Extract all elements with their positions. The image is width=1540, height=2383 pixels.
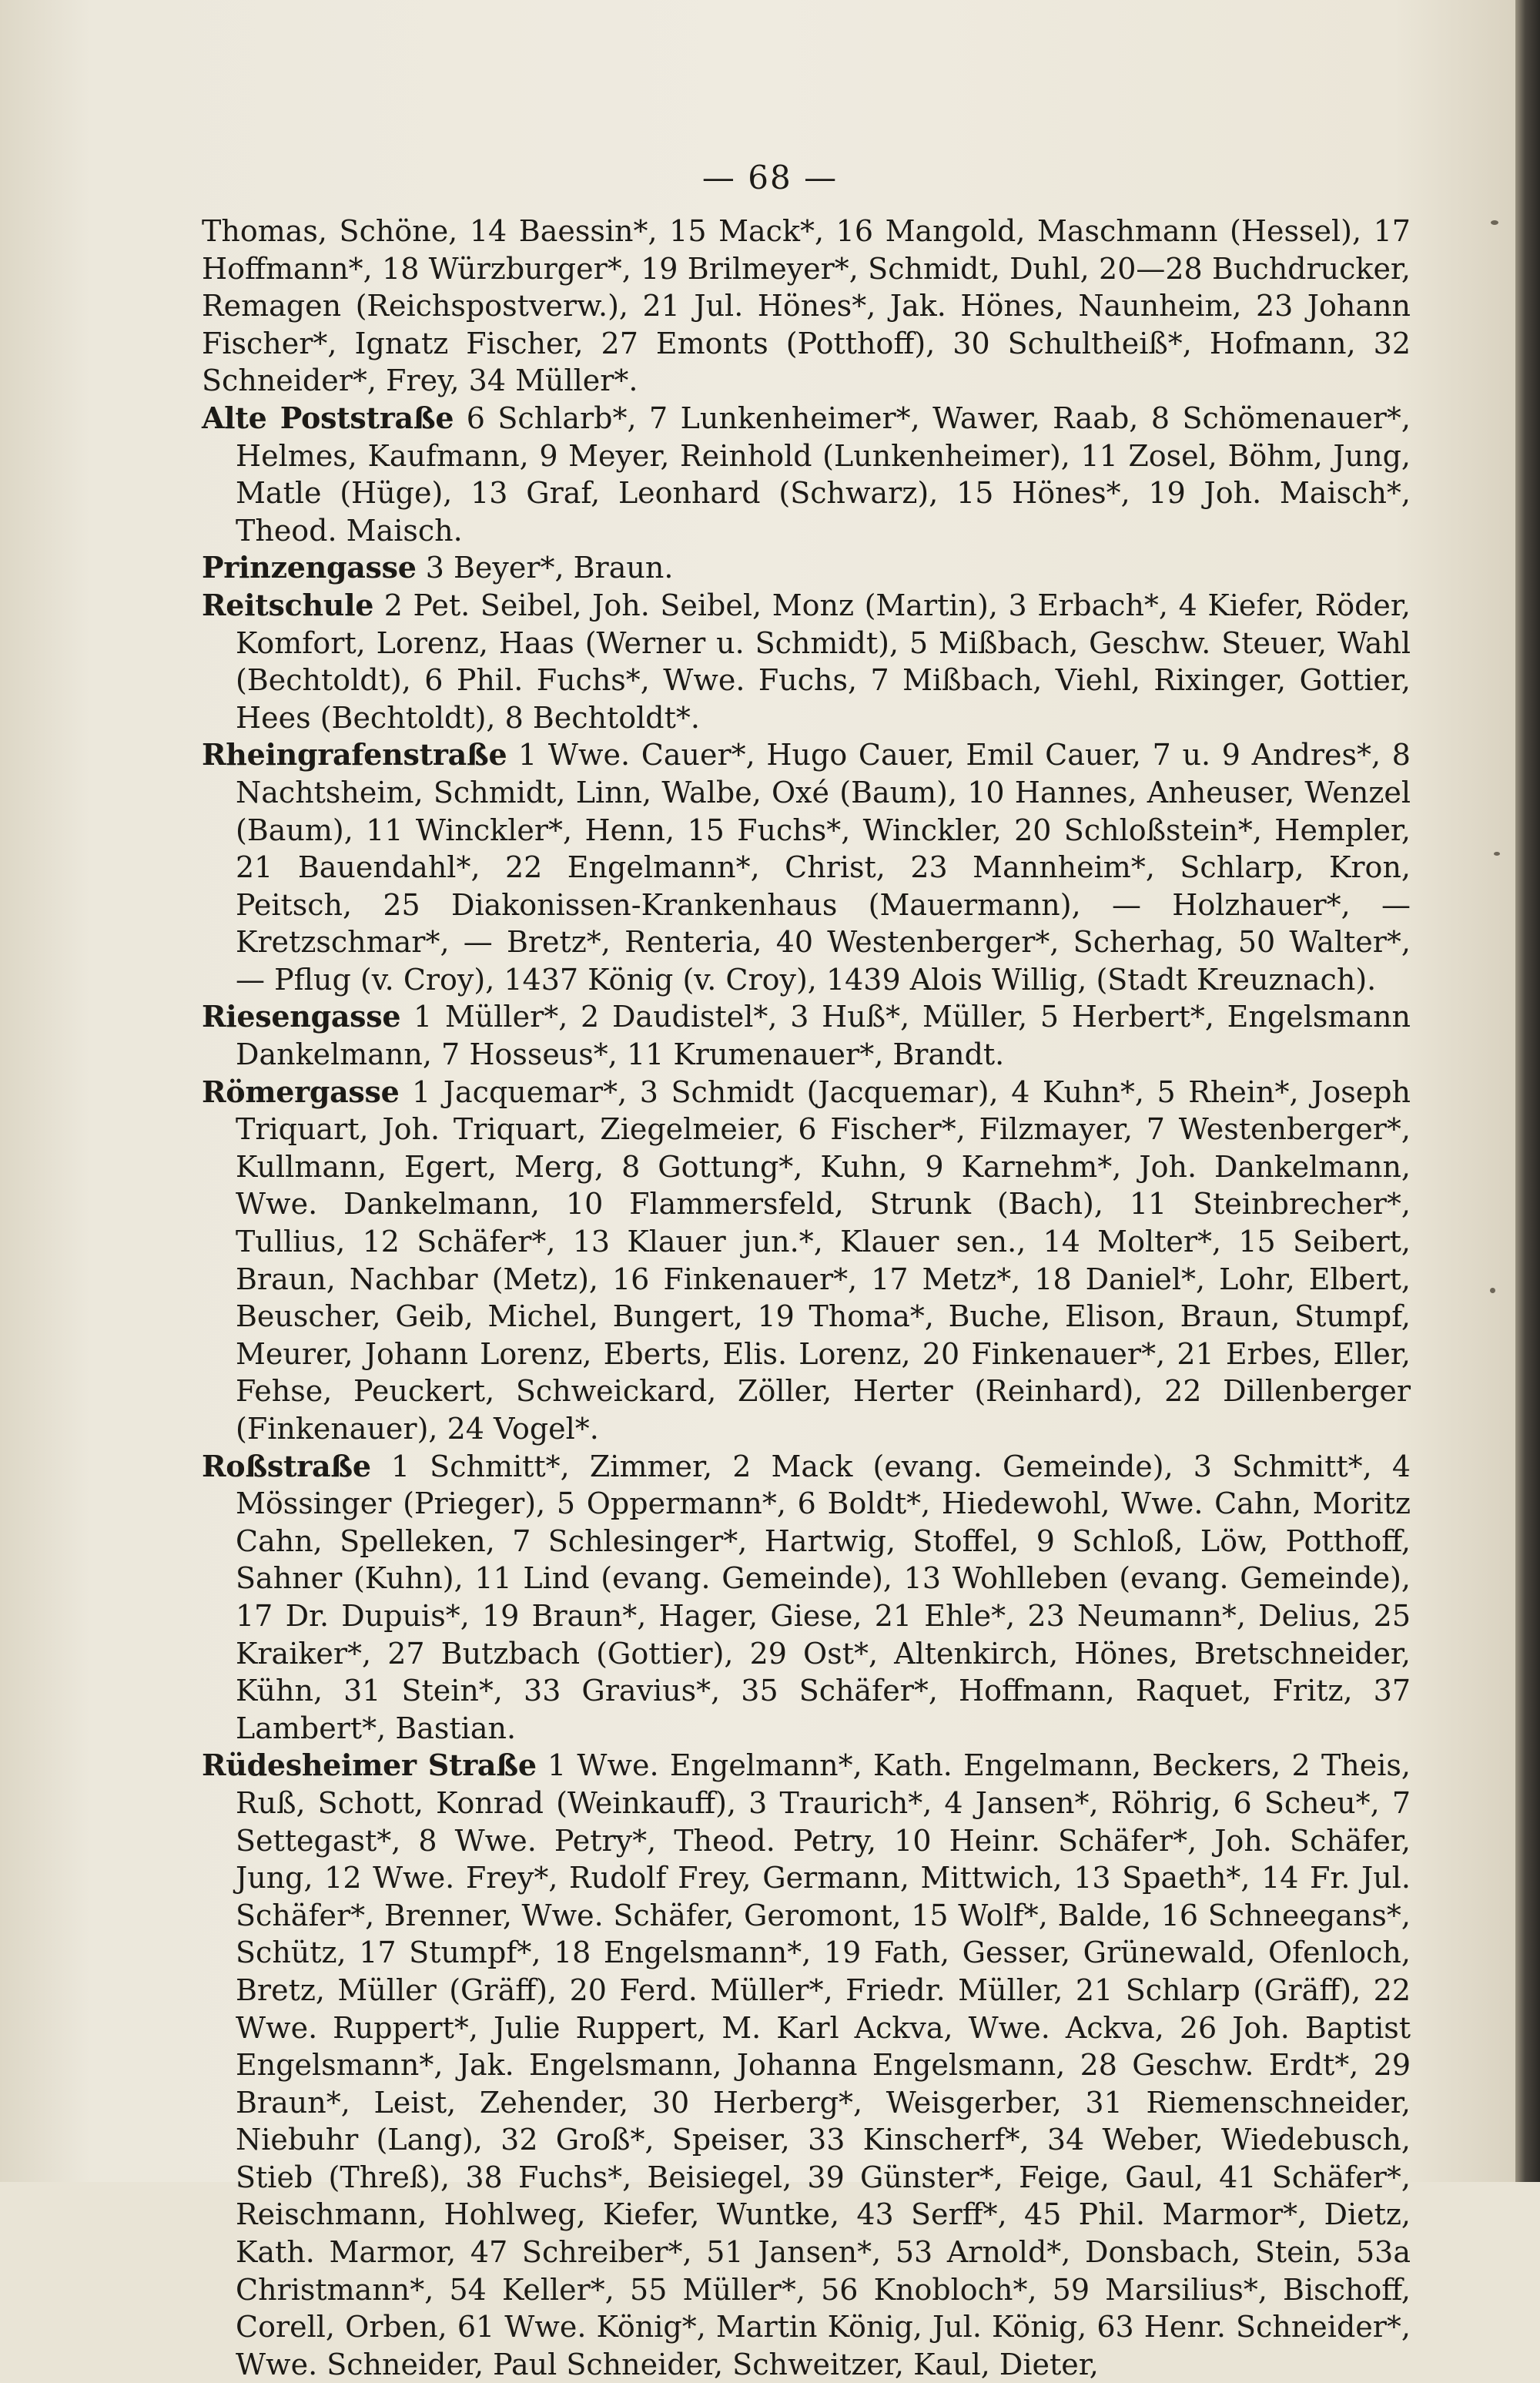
street-name: Rüdesheimer Straße xyxy=(202,1748,537,1783)
entry-text: 1 Müller*, 2 Daudistel*, 3 Huß*, Müller, 5 Herbert*, Engelsmann Dankelmann, 7 Hosseus*, 11 Krumenauer*, Brandt. xyxy=(236,1000,1411,1072)
entry-riesengasse xyxy=(202,998,1411,1073)
entry-rheingrafenstrasse xyxy=(202,736,1411,998)
street-name: Prinzengasse xyxy=(202,550,417,585)
street-name: Rheingrafenstraße xyxy=(202,737,507,773)
paper-speck xyxy=(1494,852,1500,856)
entry-alte-poststrasse xyxy=(202,400,1411,549)
entry-roemergasse xyxy=(202,1074,1411,1448)
address-directory-text xyxy=(202,213,1411,2383)
entry-ruedesheimer-strasse xyxy=(202,1747,1411,2383)
entry-text: 6 Schlarb*, 7 Lunkenheimer*, Wawer, Raab, 8 Schömenauer*, Helmes, Kaufmann, 9 Meyer, Reinhold (Lunkenheimer), 11 Zosel, Böhm, Jung, Matle (Hüge), 13 Graf, Leonhard (Schwarz), 15 Hönes*, 19 Joh. Maisch*, Theod. Maisch. xyxy=(236,401,1411,548)
entry-prinzengasse xyxy=(202,549,1411,587)
street-name: Römergasse xyxy=(202,1074,400,1109)
book-binding-edge xyxy=(1515,0,1540,2182)
entry-text: 3 Beyer*, Braun. xyxy=(416,551,674,585)
street-name: Alte Poststraße xyxy=(202,400,454,435)
street-name: Roßstraße xyxy=(202,1448,371,1483)
paper-speck xyxy=(1491,220,1498,225)
street-name: Reitschule xyxy=(202,587,374,622)
paper-speck xyxy=(1490,1288,1495,1293)
entry-text: 2 Pet. Seibel, Joh. Seibel, Monz (Martin), 3 Erbach*, 4 Kiefer, Röder, Komfort, Lorenz, Haas (Werner u. Schmidt), 5 Mißbach, Geschw. Steuer, Wahl (Bechtoldt), 6 Phil. Fuchs*, Wwe. Fuchs, 7 Mißbach, Viehl, Rixinger, Gottier, Hees (Bechtoldt), 8 Bechtoldt*. xyxy=(236,588,1411,735)
entry-continuation xyxy=(202,213,1411,400)
page-number: — 68 — xyxy=(701,159,839,196)
entry-text: 1 Schmitt*, Zimmer, 2 Mack (evang. Gemeinde), 3 Schmitt*, 4 Mössinger (Prieger), 5 Oppermann*, 6 Boldt*, Hiedewohl, Wwe. Cahn, Moritz Cahn, Spelleken, 7 Schlesinger*, Hartwig, Stoffel, 9 Schloß, Löw, Potthoff, Sahner (Kuhn), 11 Lind (evang. Gemeinde), 13 Wohlleben (evang. Gemeinde), 17 Dr. Dupuis*, 19 Braun*, Hager, Giese, 21 Ehle*, 23 Neumann*, Delius, 25 Kraiker*, 27 Butzbach (Gottier), 29 Ost*, Altenkirch, Hönes, Bretschneider, Kühn, 31 Stein*, 33 Gravius*, 35 Schäfer*, Hoffmann, Raquet, Fritz, 37 Lambert*, Bastian. xyxy=(236,1449,1411,1745)
entry-reitschule xyxy=(202,587,1411,736)
entry-text: Thomas, Schöne, 14 Baessin*, 15 Mack*, 16 Mangold, Maschmann (Hessel), 17 Hoffmann*, 18 Würzburger*, 19 Brilmeyer*, Schmidt, Duhl, 20—28 Buchdrucker, Remagen (Reichspostverw.), 21 Jul. Hönes*, Jak. Hönes, Naunheim, 23 Johann Fischer*, Ignatz Fischer, 27 Emonts (Potthoff), 30 Schultheiß*, Hofmann, 32 Schneider*, Frey, 34 Müller*. xyxy=(202,214,1411,398)
entry-text: 1 Wwe. Cauer*, Hugo Cauer, Emil Cauer, 7 u. 9 Andres*, 8 Nachtsheim, Schmidt, Linn, Walbe, Oxé (Baum), 10 Hannes, Anheuser, Wenzel (Baum), 11 Winckler*, Henn, 15 Fuchs*, Winckler, 20 Schloßstein*, Hempler, 21 Bauendahl*, 22 Engelmann*, Christ, 23 Mannheim*, Schlarp, Kron, Peitsch, 25 Diakonissen-Krankenhaus (Mauermann), — Holzhauer*, — Kretzschmar*, — Bretz*, Renteria, 40 Westenberger*, Scherhag, 50 Walter*, — Pflug (v. Croy), 1437 König (v. Croy), 1439 Alois Willig, (Stadt Kreuznach). xyxy=(236,738,1411,997)
entry-rossstrasse xyxy=(202,1448,1411,1748)
entry-text: 1 Wwe. Engelmann*, Kath. Engelmann, Beckers, 2 Theis, Ruß, Schott, Konrad (Weinkauff), 3 Traurich*, 4 Jansen*, Röhrig, 6 Scheu*, 7 Settegast*, 8 Wwe. Petry*, Theod. Petry, 10 Heinr. Schäfer*, Joh. Schäfer, Jung, 12 Wwe. Frey*, Rudolf Frey, Germann, Mittwich, 13 Spaeth*, 14 Fr. Jul. Schäfer*, Brenner, Wwe. Schäfer, Geromont, 15 Wolf*, Balde, 16 Schneegans*, Schütz, 17 Stumpf*, 18 Engelsmann*, 19 Fath, Gesser, Grünewald, Ofenloch, Bretz, Müller (Gräff), 20 Ferd. Müller*, Friedr. Müller, 21 Schlarp (Gräff), 22 Wwe. Ruppert*, Julie Ruppert, M. Karl Ackva, Wwe. Ackva, 26 Joh. Baptist Engelsmann*, Jak. Engelsmann, Johanna Engelsmann, 28 Geschw. Erdt*, 29 Braun*, Leist, Zehender, 30 Herberg*, Weisgerber, 31 Riemenschneider, Niebuhr (Lang), 32 Groß*, Speiser, 33 Kinscherf*, 34 Weber, Wiedebusch, Stieb (Threß), 38 Fuchs*, Beisiegel, 39 Günster*, Feige, Gaul, 41 Schäfer*, Reischmann, Hohlweg, Kiefer, Wuntke, 43 Serff*, 45 Phil. Marmor*, Dietz, Kath. Marmor, 47 Schreiber*, 51 Jansen*, 53 Arnold*, Donsbach, Stein, 53a Christmann*, 54 Keller*, 55 Müller*, 56 Knobloch*, 59 Marsilius*, Bischoff, Corell, Orben, 61 Wwe. König*, Martin König, Jul. König, 63 Henr. Schneider*, Wwe. Schneider, Paul Schneider, Schweitzer, Kaul, Dieter, xyxy=(236,1748,1411,2381)
entry-text: 1 Jacquemar*, 3 Schmidt (Jacquemar), 4 Kuhn*, 5 Rhein*, Joseph Triquart, Joh. Triquart, Ziegelmeier, 6 Fischer*, Filzmayer, 7 Westenberger*, Kullmann, Egert, Merg, 8 Gottung*, Kuhn, 9 Karnehm*, Joh. Dankelmann, Wwe. Dankelmann, 10 Flammersfeld, Strunk (Bach), 11 Steinbrecher*, Tullius, 12 Schäfer*, 13 Klauer jun.*, Klauer sen., 14 Molter*, 15 Seibert, Braun, Nachbar (Metz), 16 Finkenauer*, 17 Metz*, 18 Daniel*, Lohr, Elbert, Beuscher, Geib, Michel, Bungert, 19 Thoma*, Buche, Elison, Braun, Stumpf, Meurer, Johann Lorenz, Eberts, Elis. Lorenz, 20 Finkenauer*, 21 Erbes, Eller, Fehse, Peuckert, Schweickard, Zöller, Herter (Reinhard), 22 Dillenberger (Finkenauer), 24 Vogel*. xyxy=(236,1074,1411,1446)
street-name: Riesengasse xyxy=(202,999,401,1034)
